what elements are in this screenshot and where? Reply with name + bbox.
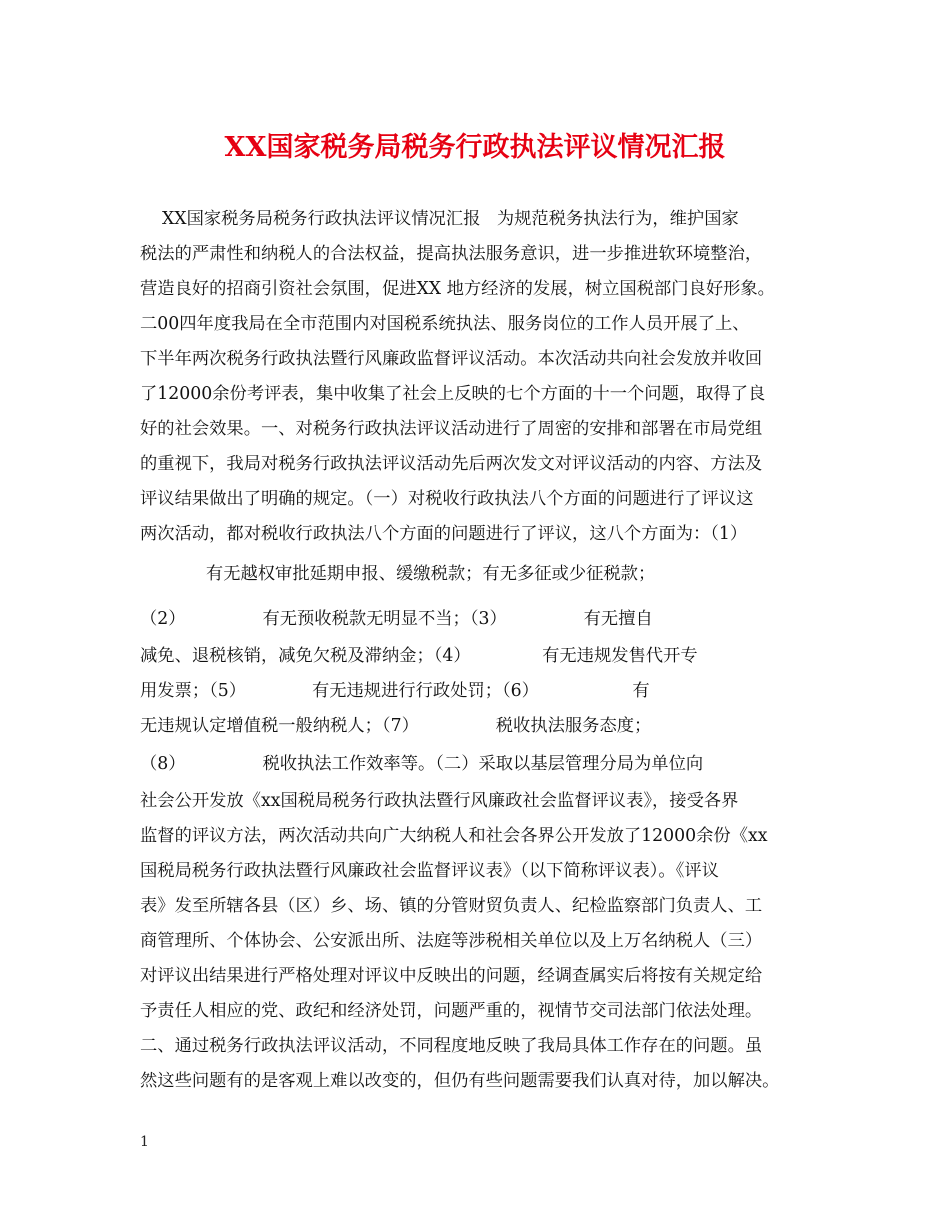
body-line: 用发票；（5） 有无违规进行行政处罚；（6） 有 bbox=[140, 681, 650, 701]
body-line: 下半年两次税务行政执法暨行风廉政监督评议活动。本次活动共向社会发放并收回 bbox=[140, 349, 763, 369]
body-line: 无违规认定增值税一般纳税人；（7） 税收执法服务态度； bbox=[140, 716, 652, 736]
body-line: 了12000余份考评表，集中收集了社会上反映的七个方面的十一个问题，取得了良 bbox=[140, 384, 766, 404]
body-line: 然这些问题有的是客观上难以改变的，但仍有些问题需要我们认真对待，加以解决。 bbox=[140, 1071, 780, 1091]
body-line: 国税局税务行政执法暨行风廉政社会监督评议表》（以下简称评议表）。《评议 bbox=[140, 861, 719, 881]
body-line: 有无越权审批延期申报、缓缴税款；有无多征或少征税款； bbox=[140, 564, 656, 584]
body-line: 税法的严肃性和纳税人的合法权益，提高执法服务意识，进一步推进软环境整治， bbox=[140, 244, 763, 264]
body-line: 社会公开发放《xx国税局税务行政执法暨行风廉政社会监督评议表》，接受各界 bbox=[140, 791, 739, 811]
body-line: 对评议出结果进行严格处理对评议中反映出的问题，经调查属实后将按有关规定给 bbox=[140, 966, 763, 986]
body-line: 二00四年度我局在全市范围内对国税系统执法、服务岗位的工作人员开展了上、 bbox=[140, 314, 750, 334]
body-line: 评议结果做出了明确的规定。（一）对税收行政执法八个方面的问题进行了评议这 bbox=[140, 489, 754, 509]
body-line: 二、通过税务行政执法评议活动，不同程度地反映了我局具体工作存在的问题。虽 bbox=[140, 1036, 763, 1056]
body-line: 营造良好的招商引资社会氛围，促进XX 地方经济的发展，树立国税部门良好形象。 bbox=[140, 279, 775, 299]
body-line: 好的社会效果。一、对税务行政执法评议活动进行了周密的安排和部署在市局党组 bbox=[140, 419, 763, 439]
document-title: XX国家税务局税务行政执法评议情况汇报 bbox=[224, 132, 726, 163]
body-line: 监督的评议方法，两次活动共向广大纳税人和社会各界公开发放了12000余份《xx bbox=[140, 826, 768, 846]
body-line: XX国家税务局税务行政执法评议情况汇报 为规范税务执法行为，维护国家 bbox=[140, 209, 739, 229]
page-number: 1 bbox=[140, 1134, 149, 1150]
body-line: 减免、退税核销，减免欠税及滞纳金；（4） 有无违规发售代开专 bbox=[140, 646, 698, 666]
body-line: 两次活动，都对税收行政执法八个方面的问题进行了评议，这八个方面为：（1） bbox=[140, 524, 748, 544]
body-line: 商管理所、个体协会、公安派出所、法庭等涉税相关单位以及上万名纳税人（三） bbox=[140, 931, 763, 951]
body-line: 的重视下，我局对税务行政执法评议活动先后两次发文对评议活动的内容、方法及 bbox=[140, 454, 763, 474]
body-line: （8） 税收执法工作效率等。（二）采取以基层管理分局为单位向 bbox=[140, 754, 704, 774]
body-line: 予责任人相应的党、政纪和经济处罚，问题严重的，视情节交司法部门依法处理。 bbox=[140, 1001, 763, 1021]
body-line: （2） 有无预收税款无明显不当；（3） 有无擅自 bbox=[140, 609, 653, 629]
body-line: 表》发至所辖各县（区）乡、场、镇的分管财贸负责人、纪检监察部门负责人、工 bbox=[140, 896, 763, 916]
